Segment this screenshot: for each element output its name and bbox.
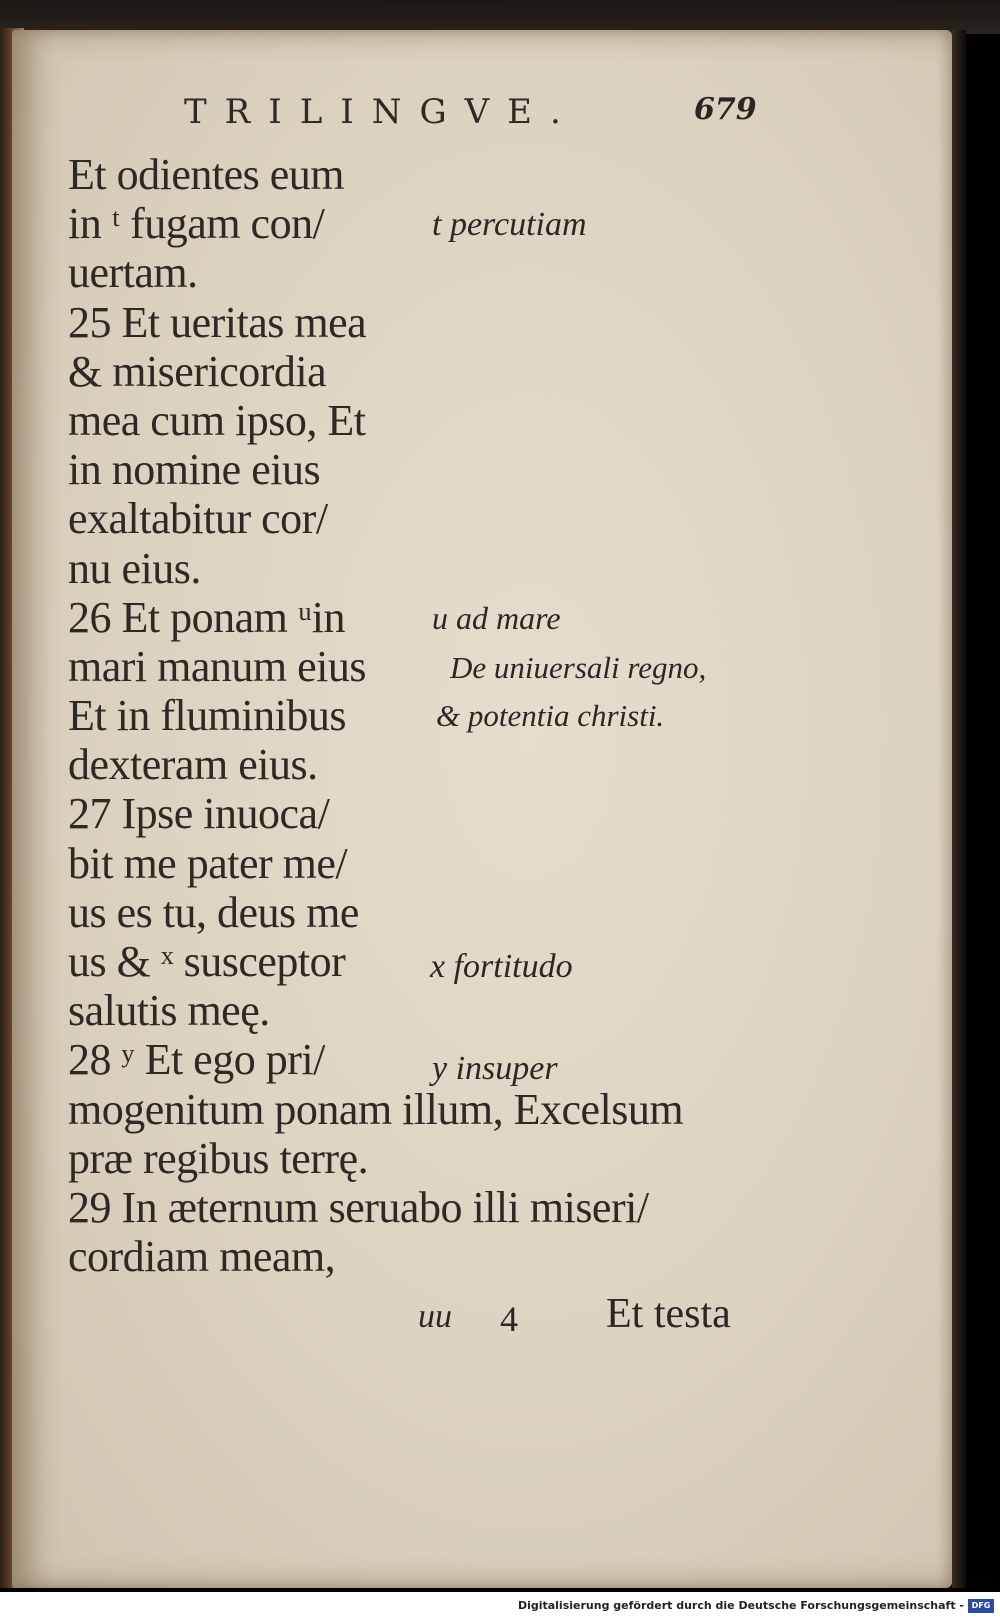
signature-number: 4 — [500, 1299, 518, 1339]
page-number: 679 — [694, 92, 757, 127]
margin-note-regno: De uniuersali regno, — [450, 650, 707, 685]
margin-note-y: y insuper — [432, 1050, 558, 1087]
text-line: exaltabitur cor/ — [68, 494, 328, 544]
dfg-logo: DFG — [968, 1599, 994, 1613]
text-line: salutis meę. — [68, 986, 270, 1036]
text-line: in ᵗ fugam con/ — [68, 199, 325, 249]
text-line: Et odientes eum — [68, 150, 344, 199]
page-edge — [952, 30, 966, 1588]
scan-background-top — [0, 0, 1000, 34]
text-line: us es tu, deus me — [68, 887, 359, 937]
text-line: Et in fluminibus — [68, 691, 346, 741]
running-head: TRILINGVE. — [184, 92, 579, 132]
text-line: mogenitum ponam illum, Excelsum — [68, 1084, 684, 1134]
text-line: uertam. — [68, 248, 198, 298]
text-line: præ regibus terrę. — [68, 1133, 369, 1183]
footer-bar — [0, 1592, 1000, 1622]
text-line: bit me pater me/ — [68, 838, 348, 888]
text-line: 28 ʸ Et ego pri/ — [68, 1035, 325, 1085]
text-line: us & ˣ susceptor — [68, 937, 346, 986]
text-line: 26 Et ponam ᵘin — [68, 592, 345, 642]
text-line: dexteram eius. — [68, 740, 318, 790]
footer-credit: Digitalisierung gefördert durch die Deutsche Forschungsgemeinschaft - — [517, 1599, 964, 1612]
text-line: mari manum eius — [68, 641, 366, 691]
text-line: 25 Et ueritas mea — [68, 297, 367, 347]
text-line: in nomine eius — [68, 445, 321, 495]
margin-note-christi: & potentia christi. — [436, 698, 665, 733]
signature-mark: uu — [418, 1298, 452, 1335]
text-line: 29 In æternum seruabo illi miseri/ — [68, 1182, 649, 1232]
margin-note-u: u ad mare — [432, 600, 561, 636]
margin-note-t: t percutiam — [432, 206, 587, 243]
text-line: & misericordia — [68, 346, 327, 396]
text-line: 27 Ipse inuoca/ — [68, 789, 330, 839]
text-line: mea cum ipso, Et — [68, 395, 366, 445]
text-line: nu eius. — [68, 543, 201, 593]
catchword: Et testa — [606, 1291, 731, 1337]
text-line: cordiam meam, — [68, 1232, 336, 1282]
margin-note-x: x fortitudo — [430, 948, 573, 985]
